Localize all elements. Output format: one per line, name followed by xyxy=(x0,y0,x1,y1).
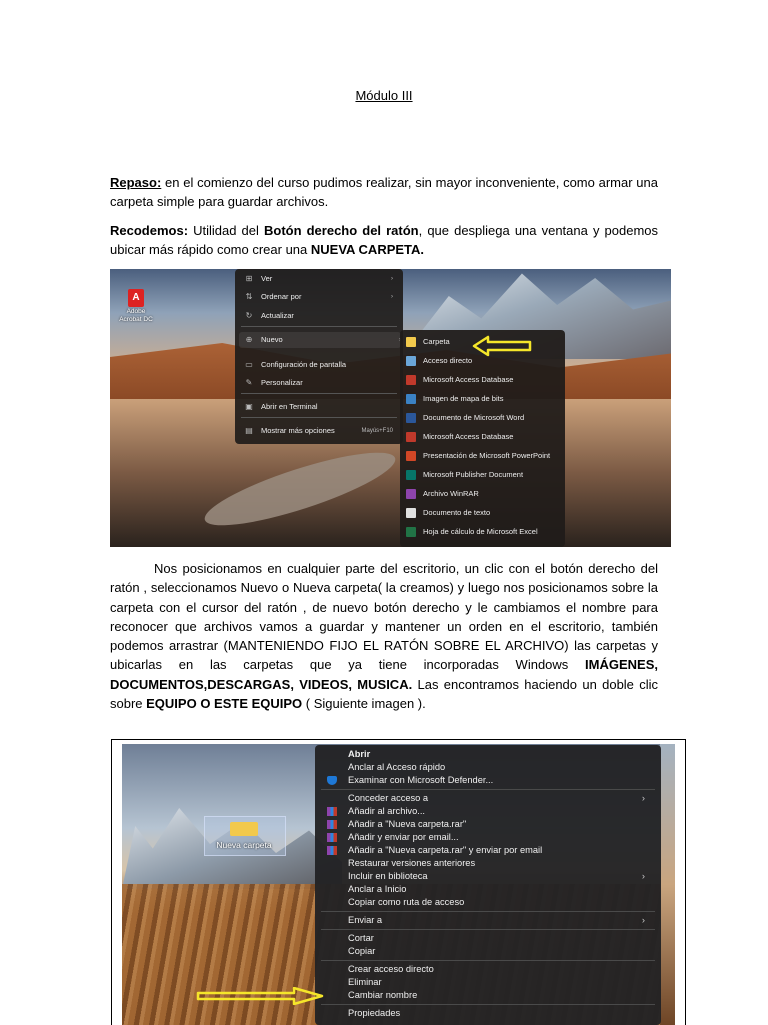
sort-icon: ⇅ xyxy=(245,292,253,301)
more-options-icon: ▤ xyxy=(245,426,253,435)
menu-item-mostrar-más-opciones[interactable] xyxy=(243,423,393,439)
context-menu-item-label: Añadir a "Nueva carpeta.rar" y enviar por email xyxy=(348,845,543,855)
context-menu-item-label: Copiar como ruta de acceso xyxy=(348,897,465,907)
menu-item-actualizar[interactable] xyxy=(243,308,393,324)
review-text: en el comienzo del curso pudimos realizar, sin mayor inconveniente, como armar una carpeta simple para guardar archivos. xyxy=(110,175,658,210)
context-menu-item[interactable] xyxy=(348,831,653,844)
context-menu-item[interactable] xyxy=(348,748,653,761)
folder-icon xyxy=(406,337,416,347)
folder-context-menu-screenshot xyxy=(122,744,675,1025)
brush-icon: ✎ xyxy=(245,378,253,387)
review-label: Repaso: xyxy=(110,175,162,190)
new-folder-desktop-item[interactable] xyxy=(204,816,272,850)
instructions-text-1: Nos posicionamos en cualquier parte del escritorio, un clic con el botón derecho del ratón , seleccionamos Nuevo o Nueva carpeta( la creamos) y luego nos posicionamos sobre la carpeta con el cursor del ratón , de nuevo botón derecho y le cambiamos el nombre para reconocer que archivos vamos a guardar y mantener un orden en el escritorio, también podemos arrastrar (MANTENIENDO FIJO EL RATÓN SOBRE EL ARCHIVO) las carpetas y ubicarlas en las carpetas que ya tiene incorporadas Windows xyxy=(110,561,658,673)
submenu-item-label: Imagen de mapa de bits xyxy=(423,394,504,403)
menu-separator xyxy=(321,911,655,912)
submenu-item-label: Microsoft Access Database xyxy=(423,432,514,441)
publisher-icon xyxy=(406,470,416,480)
menu-item-label: Personalizar xyxy=(261,378,303,387)
refresh-icon: ↻ xyxy=(245,311,253,320)
context-menu-item-label: Añadir al archivo... xyxy=(348,806,425,816)
chevron-right-icon: › xyxy=(391,294,393,300)
winrar-icon xyxy=(327,807,337,816)
word-icon xyxy=(406,413,416,423)
new-icon: ⊕ xyxy=(245,335,253,344)
submenu-item-label: Archivo WinRAR xyxy=(423,489,479,498)
context-menu-item-label: Cambiar nombre xyxy=(348,990,418,1000)
winrar-icon xyxy=(327,820,337,829)
menu-item-configuración-de-pantalla[interactable] xyxy=(243,357,393,373)
grid-icon: ⊞ xyxy=(245,274,253,283)
terminal-icon: ▣ xyxy=(245,402,253,411)
access-icon xyxy=(406,432,416,442)
context-menu-item-label: Enviar a xyxy=(348,915,383,925)
menu-item-label: Abrir en Terminal xyxy=(261,402,318,411)
context-menu-item-label: Incluir en biblioteca xyxy=(348,871,428,881)
menu-separator xyxy=(241,393,397,394)
menu-item-ver[interactable] xyxy=(243,271,393,287)
context-menu-item-label: Añadir a "Nueva carpeta.rar" xyxy=(348,819,467,829)
new-submenu xyxy=(400,330,565,547)
folder-label: Nueva carpeta xyxy=(216,840,272,850)
context-menu-item[interactable] xyxy=(348,883,653,896)
menu-separator xyxy=(241,417,397,418)
chevron-right-icon: › xyxy=(641,915,645,925)
submenu-item[interactable] xyxy=(406,427,556,446)
reminder-label: Recodemos: xyxy=(110,223,189,238)
yellow-arrow-annotation xyxy=(196,987,324,1005)
shortcut-hint: Mayús+F10 xyxy=(361,428,393,434)
desktop-context-menu xyxy=(235,269,403,444)
folder-context-menu xyxy=(315,745,661,1025)
context-menu-item-label: Restaurar versiones anteriores xyxy=(348,858,476,868)
context-menu-item[interactable] xyxy=(348,870,653,883)
submenu-item[interactable] xyxy=(406,408,556,427)
menu-item-abrir-en-terminal[interactable] xyxy=(243,399,393,415)
background-strip xyxy=(660,744,675,1025)
text-icon xyxy=(406,508,416,518)
reminder-text-2: , que despliega una ventana y podemos ubicar más rápido como crear una xyxy=(110,223,658,258)
submenu-item-label: Hoja de cálculo de Microsoft Excel xyxy=(423,527,538,536)
reminder-bold-2: NUEVA CARPETA. xyxy=(310,242,425,258)
menu-item-ordenar-por[interactable] xyxy=(243,289,393,305)
reminder-bold-1: Botón derecho del ratón xyxy=(263,223,419,238)
context-menu-item[interactable] xyxy=(348,945,653,958)
context-menu-item-label: Examinar con Microsoft Defender... xyxy=(348,775,494,785)
context-menu-item[interactable] xyxy=(348,914,653,927)
yellow-arrow-annotation xyxy=(472,335,532,357)
display-icon: ▭ xyxy=(245,360,253,369)
context-menu-item-label: Anclar a Inicio xyxy=(348,884,407,894)
submenu-item[interactable] xyxy=(406,522,556,541)
winrar-icon xyxy=(327,846,337,855)
menu-item-label: Mostrar más opciones xyxy=(261,426,335,435)
submenu-item[interactable] xyxy=(406,503,556,522)
menu-item-label: Ver xyxy=(261,274,273,283)
chevron-right-icon: › xyxy=(391,276,393,282)
instructions-text-2: Las encontramos haciendo un doble clic sobre xyxy=(110,676,659,712)
instructions-bold-equipo: EQUIPO O ESTE EQUIPO xyxy=(146,696,303,712)
menu-separator xyxy=(321,929,655,930)
menu-separator xyxy=(241,326,397,327)
desktop-context-menu-screenshot xyxy=(110,269,671,547)
context-menu-item[interactable] xyxy=(348,963,653,976)
reminder-text-1: Utilidad del xyxy=(188,223,264,238)
submenu-item[interactable] xyxy=(406,389,556,408)
winrar-icon xyxy=(406,489,416,499)
submenu-item[interactable] xyxy=(406,446,556,465)
page-title: Módulo III xyxy=(355,88,413,103)
context-menu-item-label: Conceder acceso a xyxy=(348,793,429,803)
menu-separator xyxy=(321,960,655,961)
chevron-right-icon: › xyxy=(641,871,645,881)
menu-item-label: Nuevo xyxy=(261,335,283,344)
excel-icon xyxy=(406,527,416,537)
submenu-item-label: Microsoft Publisher Document xyxy=(423,470,524,479)
context-menu-item[interactable] xyxy=(348,857,653,870)
menu-item-label: Actualizar xyxy=(261,311,294,320)
desktop-shortcut[interactable] xyxy=(118,289,154,324)
context-menu-item-label: Anclar al Acceso rápido xyxy=(348,762,446,772)
context-menu-item[interactable] xyxy=(348,976,653,989)
powerpoint-icon xyxy=(406,451,416,461)
context-menu-item-label: Abrir xyxy=(348,749,371,759)
menu-item-nuevo[interactable] xyxy=(239,332,401,348)
instructions-bold-folders: IMÁGENES, DOCUMENTOS,DESCARGAS, VIDEOS, MUSICA. xyxy=(110,657,658,692)
submenu-item-label: Documento de texto xyxy=(423,508,491,517)
instructions-text-3: ( Siguiente imagen ). xyxy=(302,696,426,712)
menu-item-label: Ordenar por xyxy=(261,292,302,301)
folder-context-menu-frame xyxy=(111,739,686,1025)
context-menu-item-label: Cortar xyxy=(348,933,374,943)
defender-icon xyxy=(327,776,337,785)
context-menu-item[interactable] xyxy=(348,989,653,1002)
submenu-item-label: Microsoft Access Database xyxy=(423,375,514,384)
context-menu-item-label: Crear acceso directo xyxy=(348,964,434,974)
submenu-item-label: Acceso directo xyxy=(423,356,473,365)
context-menu-item-label: Copiar xyxy=(348,946,376,956)
access-icon xyxy=(406,375,416,385)
reminder-paragraph xyxy=(110,221,658,260)
context-menu-item[interactable] xyxy=(348,896,653,909)
context-menu-item[interactable] xyxy=(348,805,653,818)
submenu-item[interactable] xyxy=(406,465,556,484)
menu-item-personalizar[interactable] xyxy=(243,375,393,391)
acrobat-icon: A xyxy=(128,289,144,307)
context-menu-item[interactable] xyxy=(348,1007,653,1020)
submenu-item-label: Carpeta xyxy=(423,337,450,346)
submenu-item[interactable] xyxy=(406,370,556,389)
context-menu-item[interactable] xyxy=(348,818,653,831)
menu-item-label: Configuración de pantalla xyxy=(261,360,347,369)
shortcut-icon xyxy=(406,356,416,366)
context-menu-item[interactable] xyxy=(348,844,653,857)
context-menu-item-label: Propiedades xyxy=(348,1008,401,1018)
context-menu-item[interactable] xyxy=(348,761,653,774)
winrar-icon xyxy=(327,833,337,842)
folder-icon xyxy=(230,822,258,836)
submenu-item-label: Documento de Microsoft Word xyxy=(423,413,525,422)
submenu-item-label: Presentación de Microsoft PowerPoint xyxy=(423,451,551,460)
chevron-right-icon: › xyxy=(641,793,645,803)
review-paragraph xyxy=(110,173,658,212)
menu-separator xyxy=(321,1004,655,1005)
bitmap-icon xyxy=(406,394,416,404)
instructions-paragraph xyxy=(110,559,658,713)
context-menu-item[interactable] xyxy=(348,774,653,787)
context-menu-item-label: Añadir y enviar por email... xyxy=(348,832,459,842)
desktop-shortcut-label: Adobe Acrobat DC xyxy=(119,308,153,323)
context-menu-item[interactable] xyxy=(348,932,653,945)
submenu-item[interactable] xyxy=(406,484,556,503)
menu-separator xyxy=(321,789,655,790)
context-menu-item-label: Eliminar xyxy=(348,977,382,987)
context-menu-item[interactable] xyxy=(348,792,653,805)
